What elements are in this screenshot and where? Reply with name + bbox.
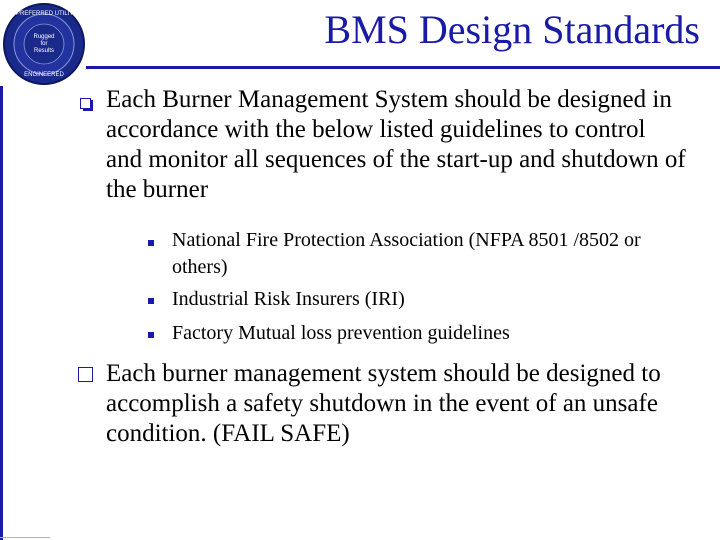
filled-square-icon [148, 332, 154, 338]
sub-bullet-item-1: National Fire Protection Association (NFPA 8501 /8502 or others) [172, 229, 641, 278]
bullet-item-2: Each burner management system should be designed to accomplish a safety shutdown in the event of an unsafe condition. (FAIL SAFE) [106, 360, 661, 447]
footer-divider [0, 537, 50, 538]
left-accent-bar [0, 86, 3, 540]
hollow-square-icon [78, 367, 93, 382]
slide-title: BMS Design Standards [324, 7, 700, 52]
sub-bullet-item-3: Factory Mutual loss prevention guidelines [172, 322, 510, 344]
bullet-item-1: Each Burner Management System should be designed in accordance with the below listed guidelines to control and monitor all sequences of the start-up and shutdown of the burner [106, 86, 686, 203]
logo-middle-text-2: for [40, 41, 48, 47]
hollow-square-with-shadow-icon [80, 98, 91, 109]
filled-square-icon [148, 240, 154, 246]
sub-bullet-item-2: Industrial Risk Insurers (IRI) [172, 288, 405, 310]
filled-square-icon [148, 298, 154, 304]
logo-middle-text-3: Results [33, 48, 54, 54]
logo-bottom-text: ENGINEERED [24, 72, 64, 78]
title-divider [86, 66, 720, 69]
logo-top-text: PREFERRED UTILITIES [16, 11, 83, 17]
logo-middle-text-1: Rugged [33, 34, 55, 40]
company-seal-icon [2, 2, 86, 86]
